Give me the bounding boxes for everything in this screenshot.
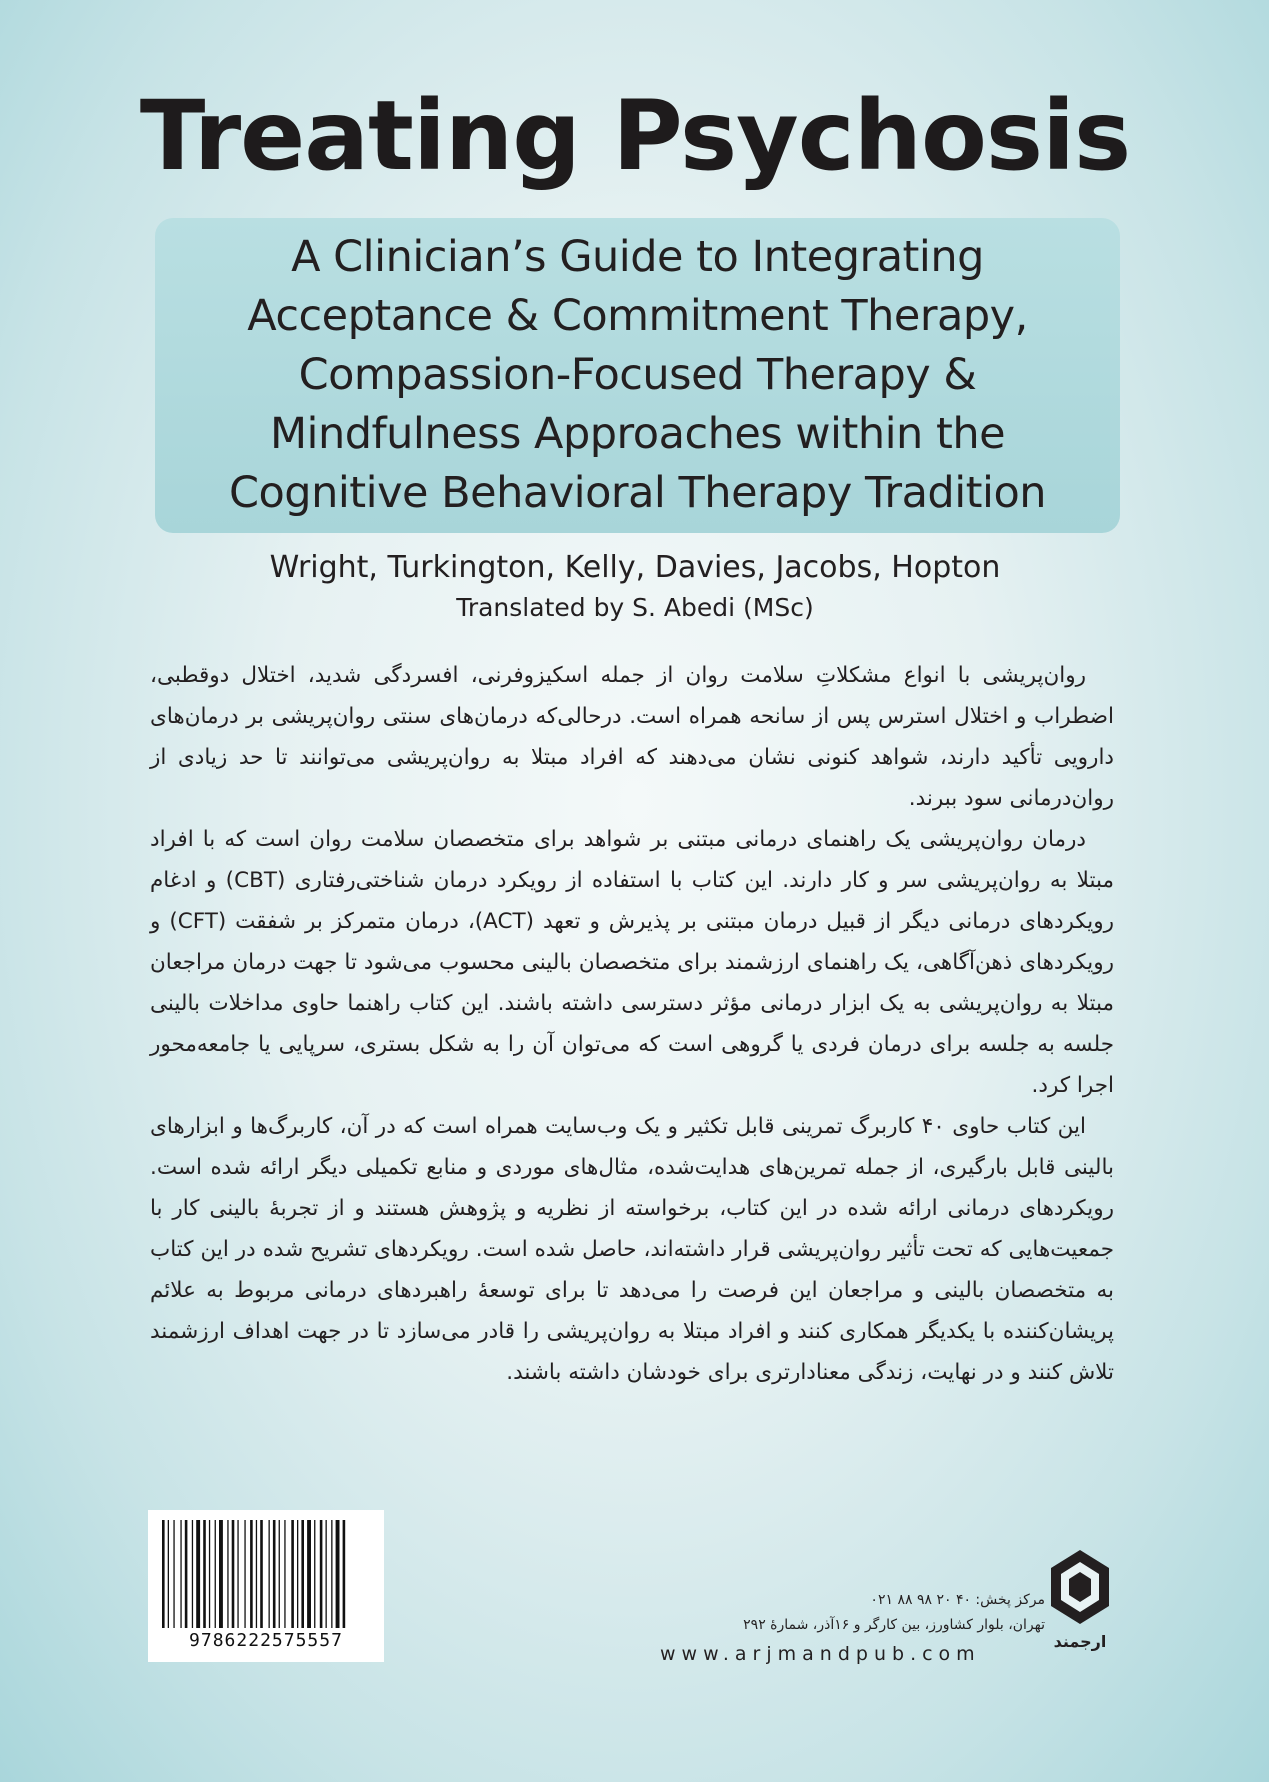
publisher-logo-name: ارجمند [1053, 1632, 1107, 1651]
translator-credit: Translated by S. Abedi (MSc) [456, 593, 814, 622]
barcode-bar [291, 1520, 294, 1628]
back-cover-blurb [150, 655, 1114, 1393]
barcode-bar [227, 1520, 228, 1628]
barcode-bar [297, 1520, 298, 1628]
subtitle-line: Compassion-Focused Therapy & [298, 350, 977, 400]
barcode-bar [173, 1520, 174, 1628]
barcode-bar [232, 1520, 235, 1628]
barcode-bar [326, 1520, 327, 1628]
barcode-bar [162, 1520, 165, 1628]
barcode-bar [168, 1520, 169, 1628]
barcode-bar [301, 1520, 304, 1628]
barcode-bar [260, 1520, 263, 1628]
barcode-bar [331, 1520, 332, 1628]
barcode-bar [279, 1520, 280, 1628]
barcode-bar [314, 1520, 315, 1628]
distribution-phone: مرکز پخش: ۴۰ ۲۰ ۹۸ ۸۸ ۰۲۱ [870, 1592, 1045, 1608]
arjmand-logo-icon [1049, 1548, 1111, 1626]
barcode-bar [244, 1520, 245, 1628]
barcode-bar [192, 1520, 193, 1628]
subtitle-line: A Clinician’s Guide to Integrating [291, 232, 984, 282]
subtitle-line: Acceptance & Commitment Therapy, [247, 291, 1028, 341]
book-title: Treating Psychosis [139, 80, 1131, 192]
barcode-bar [256, 1520, 257, 1628]
barcode-bar [343, 1520, 346, 1628]
barcode-bars-icon [162, 1520, 372, 1628]
publisher-address: تهران، بلوار کشاورز، بین کارگر و ۱۶آذر، شمارهٔ ۲۹۲ [743, 1617, 1045, 1633]
publisher-info [660, 1588, 1045, 1667]
barcode-bar [185, 1520, 188, 1628]
barcode-bar [320, 1520, 323, 1628]
blurb-paragraph: روان‌پریشی با انواع مشکلاتِ سلامت روان از جمله اسکیزوفرنی، افسردگی شدید، اختلال دوقطبی، اضطراب و اختلال استرس پس از سانحه همراه است. درحالی‌که درمان‌های سنتی روان‌پریشی بر درمان‌های دارویی تأکید دارند، شواهد کنونی نشان می‌دهند که افراد مبتلا به روان‌پریشی می‌توانند تا حد زیادی از روان‌درمانی سود ببرند. [150, 663, 1114, 811]
barcode-bar [307, 1520, 311, 1628]
publisher-logo [1045, 1548, 1115, 1658]
barcode-bar [250, 1520, 253, 1628]
barcode-bar [215, 1520, 216, 1628]
barcode-bar [203, 1520, 206, 1628]
blurb-paragraph: این کتاب حاوی ۴۰ کاربرگ تمرینی قابل تکثیر و یک وب‌سایت همراه است که در آن، کاربرگ‌ها و ابزارهای بالینی قابل بارگیری، از جمله تمرین‌های هدایت‌شده، مثال‌های موردی و منابع تکمیلی دیگر ارائه شده است. رویکردهای درمانی ارائه شده در این کتاب، برخواسته از نظریه و پژوهش هستند و از تجربهٔ بالینی کار با جمعیت‌هایی که تحت تأثیر روان‌پریشی قرار داشته‌اند، حاصل شده است. رویکردهای تشریح شده در این کتاب به متخصصان بالینی و مراجعان این فرصت را می‌دهد تا برای توسعهٔ راهبردهای درمانی مربوط به علائم پریشان‌کننده با یکدیگر همکاری کنند و افراد مبتلا به روان‌پریشی را قادر می‌سازد تا در جهت اهداف ارزشمند تلاش کنند و در نهایت، زندگی معنادارتری برای خودشان داشته باشند. [150, 1114, 1114, 1385]
barcode-bar [269, 1520, 270, 1628]
barcode-digits: 9786222575557 [189, 1630, 343, 1651]
barcode-bar [219, 1520, 223, 1628]
barcode-bar [336, 1520, 340, 1628]
barcode-bar [237, 1520, 238, 1628]
subtitle-box [155, 218, 1120, 533]
isbn-barcode [148, 1510, 384, 1662]
barcode-bar [273, 1520, 276, 1628]
barcode-bar [284, 1520, 285, 1628]
barcode-bar [180, 1520, 181, 1628]
subtitle-line: Mindfulness Approaches within the [269, 409, 1006, 459]
blurb-paragraph: درمان روان‌پریشی یک راهنمای درمانی مبتنی بر شواهد برای متخصصان سلامت روان است که با افراد مبتلا به روان‌پریشی سر و کار دارند. این کتاب با استفاده از رویکرد درمان شناختی‌رفتاری (CBT) و ادغام رویکردهای درمانی دیگر از قبیل درمان مبتنی بر پذیرش و تعهد (ACT)، درمان متمرکز بر شفقت (CFT) و رویکردهای ذهن‌آگاهی، یک راهنمای ارزشمند برای متخصصان بالینی محسوب می‌شود تا جهت درمان مراجعان مبتلا به روان‌پریشی به یک ابزار درمانی مؤثر دسترسی داشته باشند. این کتاب راهنما حاوی مداخلات بالینی جلسه به جلسه برای درمان فردی یا گروهی است که می‌توان آن را به شکل بستری، سرپایی یا جامعه‌محور اجرا کرد. [150, 827, 1115, 1098]
barcode-bar [196, 1520, 200, 1628]
barcode-bar [209, 1520, 210, 1628]
subtitle-line: Cognitive Behavioral Therapy Tradition [228, 468, 1047, 518]
author-list: Wright, Turkington, Kelly, Davies, Jacobs, Hopton [269, 550, 1001, 585]
publisher-website: www.arjmandpub.com [660, 1643, 981, 1665]
